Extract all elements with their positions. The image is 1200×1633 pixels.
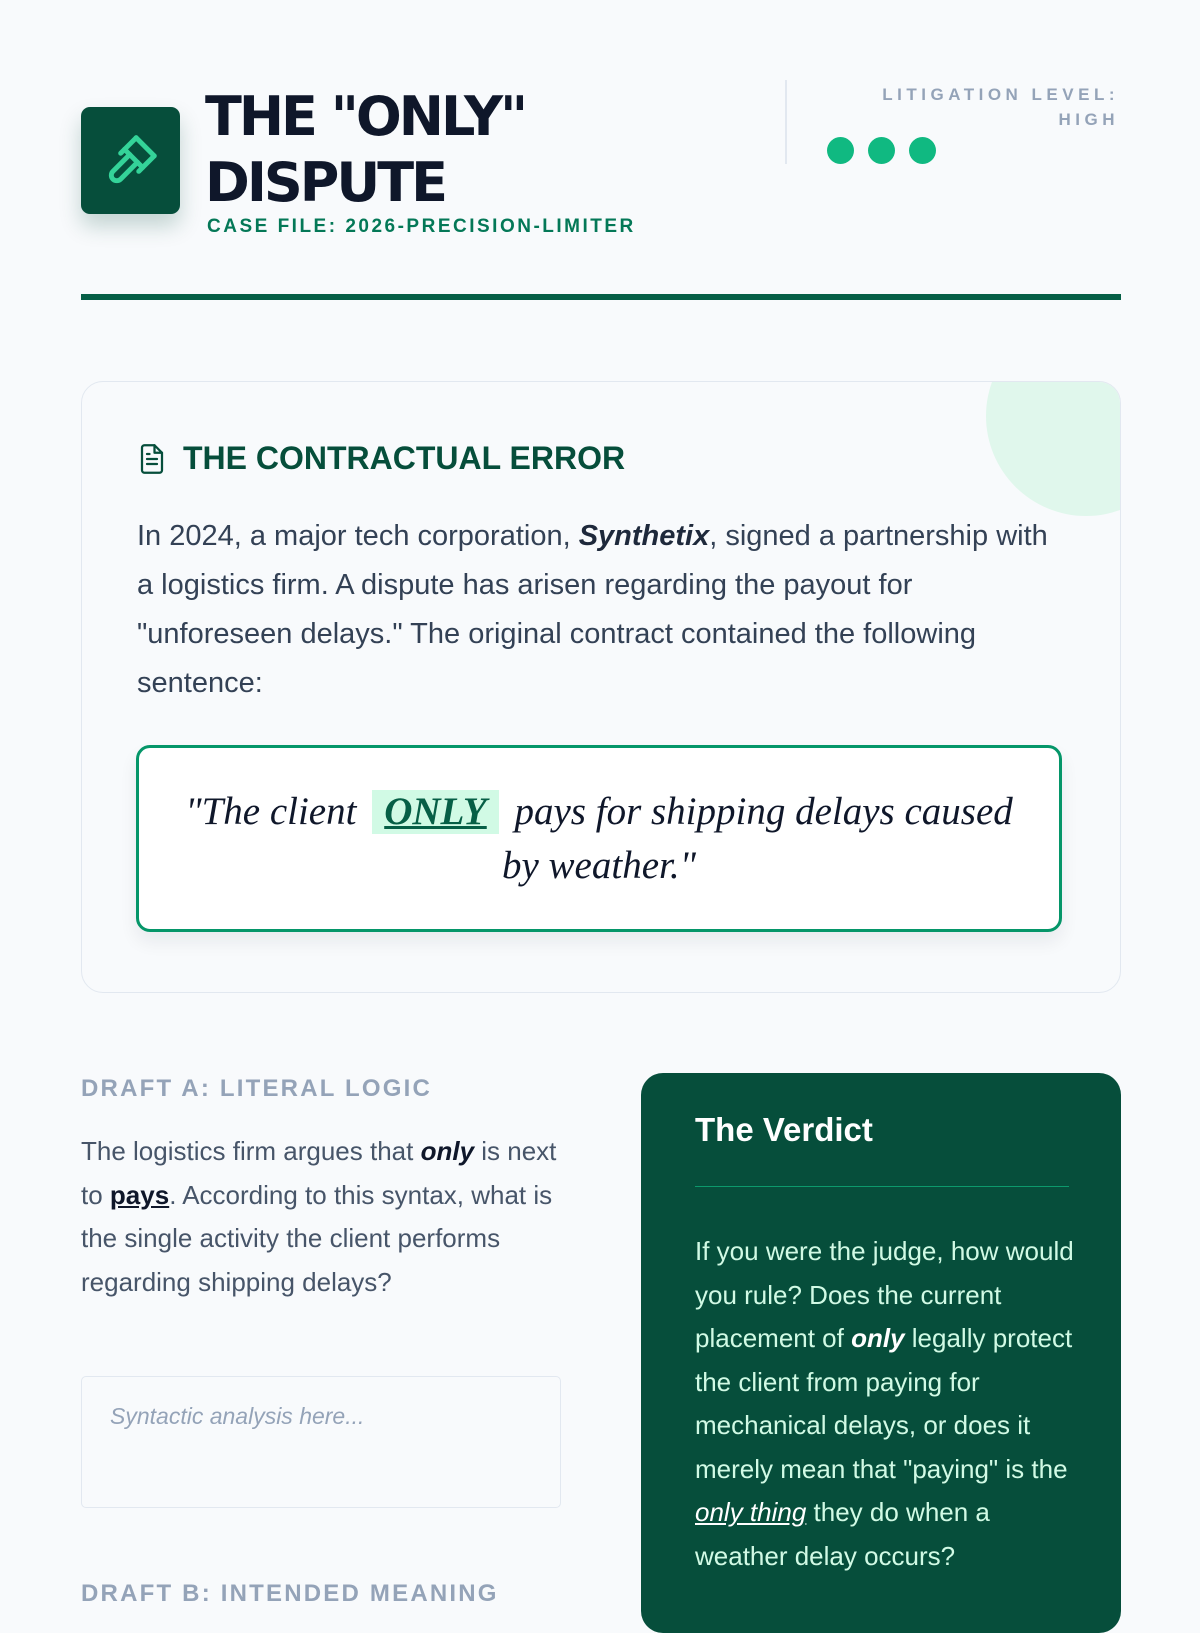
litigation-level-label: LITIGATION LEVEL: HIGH <box>882 85 1119 129</box>
quote-text: "The client <box>185 789 367 833</box>
document-icon <box>137 442 167 476</box>
page-title <box>205 84 525 216</box>
emphasis-only: only <box>420 1136 475 1166</box>
question-text: The logistics firm argues that <box>81 1136 421 1166</box>
level-dot <box>909 137 936 164</box>
level-dot <box>827 137 854 164</box>
verdict-text: they do when a weather delay occurs? <box>695 1497 990 1571</box>
title-line-2: DISPUTE <box>205 151 445 214</box>
case-intro-paragraph <box>137 512 1057 708</box>
quote-text: pays for shipping delays caused by weather." <box>501 789 1013 887</box>
intro-text: , signed a partnership with a logistics firm. A dispute has arisen regarding the payout for "unforeseen delays." The original contract contained the following sentence: <box>137 520 1048 699</box>
emphasis-only: only <box>851 1323 905 1353</box>
verdict-title: The Verdict <box>695 1111 873 1148</box>
level-dot <box>868 137 895 164</box>
card-heading-text: THE CONTRACTUAL ERROR <box>183 440 626 476</box>
verdict-divider <box>695 1186 1069 1187</box>
emphasis-pays: pays <box>109 1179 170 1210</box>
emphasis-only-thing: only thing <box>695 1497 807 1527</box>
verdict-text: If you were the judge, how would you rule? Does the current placement of <box>695 1236 1074 1353</box>
draft-b-label: DRAFT B: INTENDED MEANING <box>81 1580 499 1607</box>
decorative-circle <box>986 381 1121 516</box>
header-rule <box>81 294 1121 300</box>
verdict-card <box>641 1073 1121 1633</box>
gavel-logo <box>81 107 180 214</box>
question-text: is next to <box>81 1136 557 1210</box>
syntactic-analysis-input[interactable] <box>81 1376 561 1508</box>
draft-a-label: DRAFT A: LITERAL LOGIC <box>81 1075 433 1102</box>
gavel-icon <box>100 130 162 192</box>
header-divider <box>785 80 787 164</box>
case-file-number: CASE FILE: 2026-PRECISION-LIMITER <box>207 216 636 237</box>
intro-text: In 2024, a major tech corporation, <box>137 520 579 552</box>
contract-quote-box <box>136 745 1062 932</box>
litigation-level-indicator <box>827 137 936 164</box>
company-name: Synthetix <box>578 520 710 552</box>
verdict-text: legally protect the client from paying for mechanical delays, or does it merely mean that "paying" is the <box>695 1323 1073 1484</box>
contractual-error-card <box>81 381 1121 993</box>
verdict-question <box>695 1230 1075 1578</box>
card-heading <box>137 440 625 477</box>
title-line-1: THE "ONLY" <box>205 85 526 148</box>
contract-quote <box>175 785 1023 893</box>
question-text: . According to this syntax, what is the single activity the client performs regarding shipping delays? <box>81 1179 553 1297</box>
draft-a-question <box>81 1130 561 1304</box>
highlighted-only: ONLY <box>372 790 499 834</box>
